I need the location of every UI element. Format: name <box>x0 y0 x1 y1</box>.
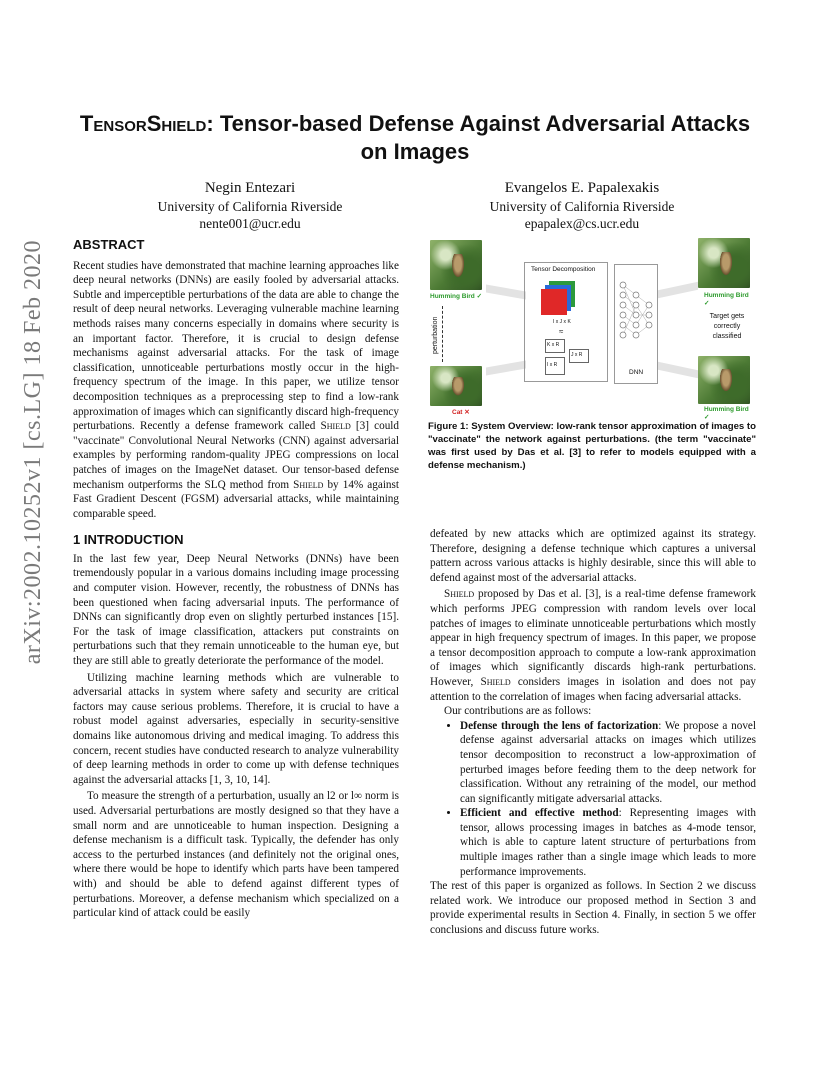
input-image-clean <box>430 240 482 290</box>
dnn-box <box>614 264 658 384</box>
output-image-top <box>698 238 750 288</box>
contributions-list <box>430 719 756 880</box>
flow-arrow <box>486 360 526 375</box>
label-tensor-decomposition: Tensor Decomposition <box>531 266 596 273</box>
intro-paragraph-3: To measure the strength of a perturbation, usually an l2 or l∞ norm is used. Adversarial perturbations are mostly designed so that they have a small norm and are unnoticeable to human inspection. Designing a defense mechanism is a difficult task. Typically, the defender has only access to the perturbed instances (and definitely not the original ones, where there would be hope to identify which parts have been tampered with) and should be able to defend against different types of perturbations. Moreover, a defense mechanism which specialized on a particular kind of attack could be easily <box>73 790 399 920</box>
factor-ixr <box>545 357 565 375</box>
figure-caption: Figure 1: System Overview: low-rank tensor approximation of images to "vaccinate" the network against perturbations. (the term "vaccinate" was first used by Das et al. [3] to refer to models equipped with a defense mechanism.) <box>428 421 756 471</box>
flow-arrow <box>658 282 698 299</box>
input-image-perturbed <box>430 366 482 406</box>
arxiv-identifier: arXiv:2002.10252v1 [cs.LG] 18 Feb 2020 <box>20 240 46 665</box>
flow-arrow <box>486 284 526 299</box>
right-paragraph-2-part: considers images in isolation and does not pay attention to the correlation of images when facing adversarial attacks. <box>430 675 756 703</box>
author-email: nente001@ucr.edu <box>199 216 301 231</box>
right-column <box>430 527 756 938</box>
label-target-correct: Target gets correctly classified <box>709 313 745 340</box>
label-dnn: DNN <box>629 369 644 376</box>
author-email: epapalex@cs.ucr.edu <box>524 216 640 231</box>
label-humming-bird-input: Humming Bird ✓ <box>430 293 483 300</box>
author-block-1 <box>130 178 370 232</box>
contribution-text: : Representing images with tensor, allows processing images in batches as 4-mode tensor, which is able to capture latent structure of perturbations from multiple images rather than a single image which leads to more performance improvements. <box>460 807 756 878</box>
contribution-item <box>460 719 756 807</box>
intro-paragraph-1: In the last few year, Deep Neural Networks (DNNs) have been tremendously popular in a various domains including image processing and computer vision. However, recently, the robustness of DNNs has been questioned when facing adversarial inputs. The performance of DNNs can significantly drop even on slightly perturbed instances [15]. For the task of image classification, attackers put constraints on perturbations such that they remain unnoticeable to the human eye, but they are still able to greatly deteriorate the performance of the model. <box>73 552 399 668</box>
tensor-decomposition-box <box>524 262 608 382</box>
right-paragraph-1: defeated by new attacks which are optimized against its strategy. Therefore, designing a defense technique which captures a universal pattern across various attacks is highly desirable, since this will able to defend against most of the adversarial attacks. <box>430 528 756 584</box>
author-block-2 <box>462 178 702 232</box>
intro-paragraph-2: Utilizing machine learning methods which are vulnerable to adversarial attacks in system where safety and security are critical factors may cause serious problems. Therefore, it is crucial to have a robust model against adversaries, especially in security-sensitive domains like autonomous driving and medical imaging. To address this concern, recent studies have conducted research to analyze vulnerability of deep learning methods in order to come up with defense techniques against the adversarial attacks [1, 3, 10, 14]. <box>73 671 399 786</box>
intro-heading: 1 INTRODUCTION <box>73 532 184 548</box>
label-ixr: I x R <box>547 362 558 368</box>
abstract-text-part: [3] could "vaccinate" Convolutional Neural Networks (CNN) against adversarial examples by performing random-quality JPEG compressions on local patches of images on the ImageNet dataset. Our tensor-based defense mechanism outperforms the SLQ method from <box>73 420 399 491</box>
paper-title <box>70 110 760 166</box>
perturbation-arrow <box>442 306 444 362</box>
contribution-title: Defense through the lens of factorization <box>460 719 659 732</box>
author-name: Negin Entezari <box>204 180 296 196</box>
label-cat: Cat ✕ <box>452 409 470 416</box>
author-name: Evangelos E. Papalexakis <box>504 180 660 196</box>
neural-network-icon <box>615 265 657 365</box>
contribution-item <box>460 806 756 879</box>
abstract-text <box>73 259 399 522</box>
output-image-bottom <box>698 356 750 404</box>
author-affiliation: University of California Riverside <box>157 199 343 214</box>
abstract-text-part: by 14% against Fast Gradient Descent (FGSM) adversarial attacks, while maintaining comparable speed. <box>73 478 399 520</box>
right-paragraph-2 <box>430 587 756 704</box>
shield-name: Shield <box>444 588 475 601</box>
right-paragraph-4: The rest of this paper is organized as follows. In Section 2 we discuss related work. We introduce our proposed method in Section 3 and provide experimental results in Section 4. Finally, in section 5 we offer conclusions and discuss future works. <box>430 880 756 937</box>
label-jxr: J x R <box>571 352 583 358</box>
label-dims: I x J x K <box>553 319 571 325</box>
tensor-slice-red <box>541 289 567 315</box>
contribution-title: Efficient and effective method <box>460 807 619 820</box>
contribution-text: : We propose a novel defense against adversarial attacks on images which utilizes tensor decomposition to reconstruct a low-approximation of perturbed images before feeding them to the deep network for classification. Without any retraining of the model, our method can significantly mitigate adversarial attacks. <box>460 719 756 805</box>
factor-jxr <box>569 349 589 363</box>
title-system-name: TensorShield <box>79 111 207 136</box>
flow-arrow <box>658 362 698 379</box>
abstract-text-part: Recent studies have demonstrated that machine learning approaches like deep neural networks (DNNs) are easily fooled by adversarial attacks. Subtle and imperceptible perturbations of the data are able to change the result of deep neural networks. Leveraging vulnerable machine learning methods raises many concerns especially in domains where security is an important factor. Therefore, it is crucial to design defense mechanisms against adversarial attacks. For the task of image classification, unnoticeable perturbations mostly occur in the high-frequency spectrum of the image. In this paper, we utilize tensor decomposition techniques as a preprocessing step to find a low-rank approximation of images which can significantly discard high-frequency perturbations. Recently a defense framework called <box>73 259 399 433</box>
title-rest: : Tensor-based Defense Against Adversarial Attacks on Images <box>206 111 751 164</box>
label-humming-bird-output-top: Humming Bird ✓ <box>704 292 749 307</box>
label-humming-bird-output-bottom: Humming Bird ✓ <box>704 406 749 421</box>
shield-name: Shield <box>293 478 324 491</box>
label-approx: ≈ <box>559 327 564 336</box>
shield-name: Shield <box>320 420 351 433</box>
contributions-intro: Our contributions are as follows: <box>444 705 592 718</box>
abstract-heading: ABSTRACT <box>73 237 145 252</box>
shield-name: Shield <box>480 675 511 688</box>
right-paragraph-2-part: proposed by Das et al. [3], is a real-time defense framework which performs JPEG compression with random levels over local patches of images to eliminate unnoticeable perturbations which mostly appear in high frequency spectrum of images. In this paper, we propose a tensor decomposition approach to compute a low-rank approximation of images which significantly discards high-rank perturbations. However, <box>430 588 756 688</box>
factor-kxr <box>545 339 565 353</box>
system-overview-figure <box>428 236 754 421</box>
label-kxr: K x R <box>547 342 560 348</box>
author-affiliation: University of California Riverside <box>489 199 675 214</box>
label-perturbation: perturbation <box>432 316 439 354</box>
left-column <box>73 238 399 921</box>
